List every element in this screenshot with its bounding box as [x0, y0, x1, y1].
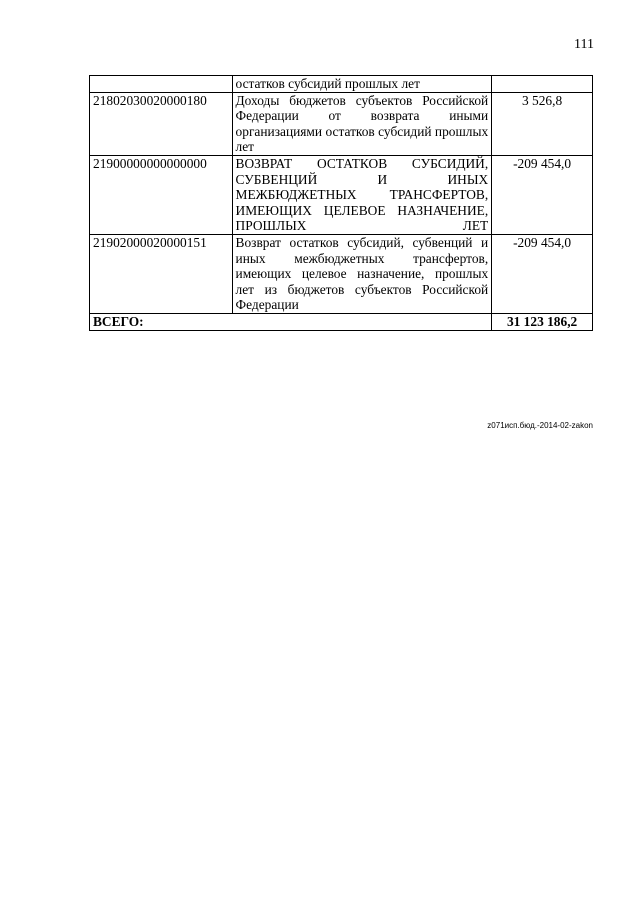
table-row [90, 234, 593, 313]
row-code: 21900000000000000 [90, 155, 233, 234]
total-label: ВСЕГО: [90, 313, 492, 330]
row-amount: -209 454,0 [492, 234, 593, 313]
row-description: Доходы бюджетов субъектов Российской Федерации от возврата иными организациями остатков субсидий прошлых лет [232, 92, 492, 155]
total-row [90, 313, 593, 330]
page-number: 111 [574, 37, 594, 52]
row-amount: 3 526,8 [492, 92, 593, 155]
row-amount [492, 76, 593, 93]
row-amount: -209 454,0 [492, 155, 593, 234]
row-code: 21802030020000180 [90, 92, 233, 155]
row-description: ВОЗВРАТ ОСТАТКОВ СУБСИДИЙ, СУБВЕНЦИЙ И ИНЫХ МЕЖБЮДЖЕТНЫХ ТРАНСФЕРТОВ, ИМЕЮЩИХ ЦЕЛЕВОЕ НАЗНАЧЕНИЕ, ПРОШЛЫХ ЛЕТ [232, 155, 492, 234]
row-code [90, 76, 233, 93]
row-description: Возврат остатков субсидий, субвенций и иных межбюджетных трансфертов, имеющих целевое назначение, прошлых лет из бюджетов субъектов Российской Федерации [232, 234, 492, 313]
row-description: остатков субсидий прошлых лет [232, 76, 492, 93]
document-reference: z071исп.бюд.-2014-02-zakon [487, 421, 593, 430]
row-code: 21902000020000151 [90, 234, 233, 313]
table-row [90, 155, 593, 234]
total-amount: 31 123 186,2 [492, 313, 593, 330]
budget-income-table [89, 75, 593, 331]
table-row [90, 92, 593, 155]
table-row [90, 76, 593, 93]
